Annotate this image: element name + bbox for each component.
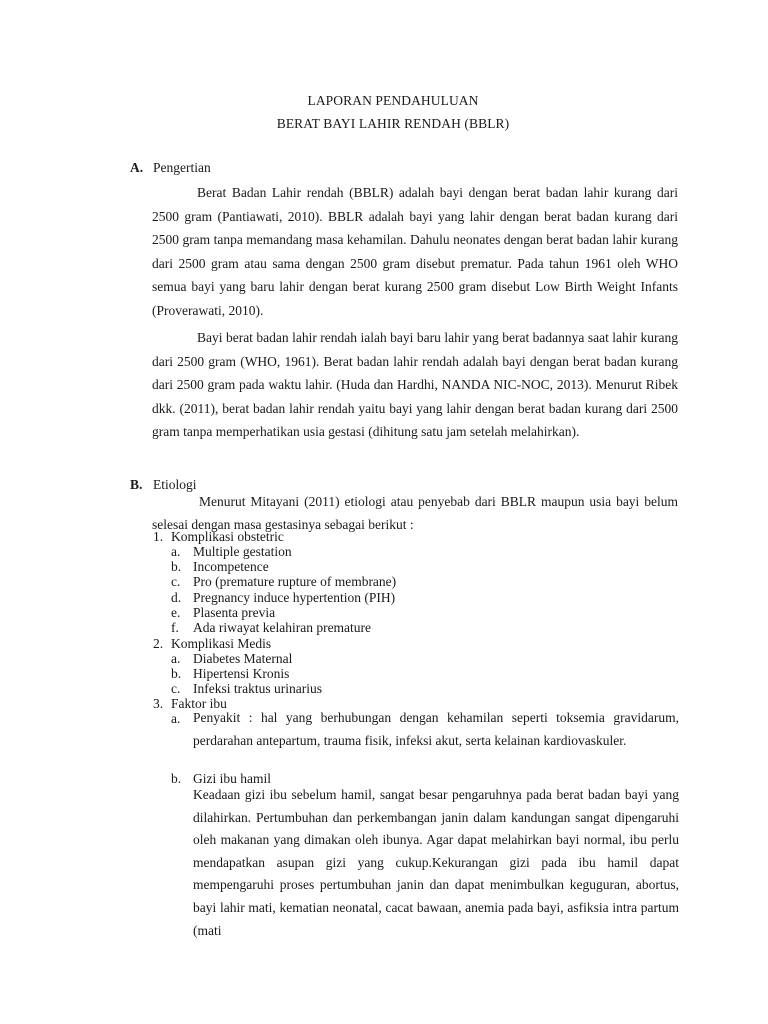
sub-list-letter: b. — [171, 771, 182, 786]
sub-list-letter: c. — [171, 681, 181, 696]
section-b-letter: B. — [130, 477, 143, 492]
list-number: 2. — [153, 636, 164, 651]
sub-list-letter: f. — [171, 620, 179, 635]
list-number: 3. — [153, 696, 164, 711]
sub-list-detail: Keadaan gizi ibu sebelum hamil, sangat besar pengaruhnya pada berat badan bayi yang dilahirkan. Pertumbuhan dan perkembangan janin dalam kandungan sangat dipengaruhi oleh makanan yang dimakan oleh ibunya. Agar dapat melahirkan bayi normal, ibu perlu mendapatkan asupan gizi yang cukup.Kekurangan gizi pada ibu hamil dapat mempengaruhi proses pertumbuhan janin dan dapat menimbulkan keguguran, abortus, bayi lahir mati, kematian neonatal, cacat bawaan, anemia pada bayi, asfiksia intra partum (mati — [193, 787, 679, 938]
document-title-line2: BERAT BAYI LAHIR RENDAH (BBLR) — [276, 116, 510, 131]
section-a-paragraph-2: Bayi berat badan lahir rendah ialah bayi baru lahir yang berat badannya saat lahir kurang dari 2500 gram (WHO, 1961). Berat badan lahir rendah adalah bayi dengan berat badan kurang dari 2500 gram pada waktu lahir. (Huda dan Hardhi, NANDA NIC-NOC, 2013). Menurut Ribek dkk. (2011), berat badan lahir rendah yaitu bayi yang lahir dengan berat badan kurang dari 2500 gram tanpa memperhatikan usia gestasi (dihitung satu jam setelah melahirkan). — [152, 330, 678, 439]
section-a-letter: A. — [130, 160, 144, 175]
sub-list-letter: b. — [171, 559, 182, 574]
section-a-paragraph-1: Berat Badan Lahir rendah (BBLR) adalah bayi dengan berat badan lahir kurang dari 2500 gram (Pantiawati, 2010). BBLR adalah bayi yang lahir dengan berat badan kurang dari 2500 gram tanpa memandang masa kehamilan. Dahulu neonates dengan berat badan lahir kurang dari 2500 gram atau sama dengan 2500 gram disebut prematur. Pada tahun 1961 oleh WHO semua bayi yang baru lahir dengan berat kurang 2500 gram disebut Low Birth Weight Infants (Proverawati, 2010). — [152, 185, 678, 318]
sub-list-text: Penyakit : hal yang berhubungan dengan kehamilan seperti toksemia gravidarum, perdarahan antepartum, trauma fisik, infeksi akut, serta kelainan kardiovaskuler. — [193, 710, 679, 748]
sub-list-letter: a. — [171, 651, 181, 666]
sub-list-letter: d. — [171, 590, 182, 605]
document-title-line1: LAPORAN PENDAHULUAN — [307, 93, 479, 108]
list-number: 1. — [153, 529, 164, 544]
section-b-intro: Menurut Mitayani (2011) etiologi atau penyebab dari BBLR maupun usia bayi belum selesai dengan masa gestasinya sebagai berikut : — [152, 494, 678, 532]
list-label: Komplikasi Medis — [171, 636, 272, 651]
sub-list-text: Plasenta previa — [193, 605, 276, 620]
sub-list-text: Hipertensi Kronis — [193, 666, 290, 681]
section-a-heading: Pengertian — [153, 160, 211, 175]
section-b-heading: Etiologi — [153, 477, 197, 492]
sub-list-text: Multiple gestation — [193, 544, 292, 559]
sub-list-letter: b. — [171, 666, 182, 681]
sub-list-letter: a. — [171, 544, 181, 559]
list-label: Faktor ibu — [171, 696, 227, 711]
sub-list-text: Diabetes Maternal — [193, 651, 293, 666]
list-label: Komplikasi obstetric — [171, 529, 284, 544]
sub-list-letter: e. — [171, 605, 181, 620]
sub-list-text: Pregnancy induce hypertention (PIH) — [193, 590, 396, 605]
sub-list-text: Gizi ibu hamil — [193, 771, 271, 786]
sub-list-letter: c. — [171, 574, 181, 589]
sub-list-text: Incompetence — [193, 559, 269, 574]
sub-list-text: Ada riwayat kelahiran premature — [193, 620, 372, 635]
sub-list-text: Infeksi traktus urinarius — [193, 681, 322, 696]
sub-list-letter: a. — [171, 711, 181, 726]
sub-list-text: Pro (premature rupture of membrane) — [193, 574, 397, 589]
